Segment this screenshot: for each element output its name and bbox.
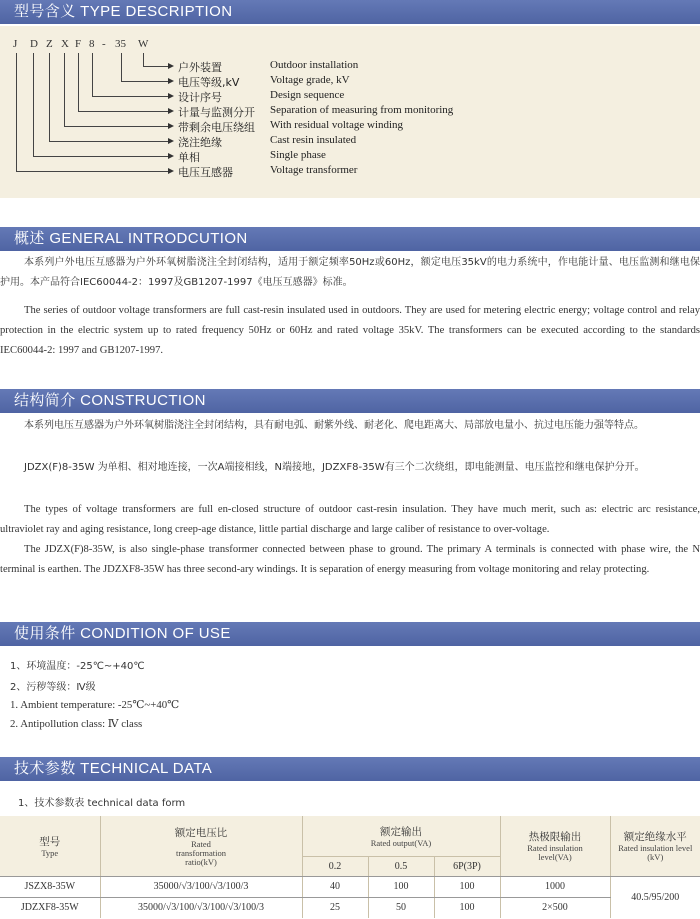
connector-line: [49, 53, 50, 141]
connector-line: [16, 171, 169, 172]
code-letter: 35: [115, 38, 126, 50]
condition-item: 1、环境温度：-25℃~+40℃: [10, 661, 145, 672]
code-letter: -: [102, 38, 106, 50]
construction-text-en-1: The types of voltage transformers are full en-closed structure of outdoor cast-resin insulation. They have much merit, such as: electric arc resistance, ultraviolet ray and aging resistance, long creep-age distance, little partial discharge and large caliber of resistance to over-voltage.: [0, 504, 700, 535]
connector-line: [33, 53, 34, 156]
connector-line: [64, 126, 169, 127]
section-header-general: 概述 GENERAL INTRODCUTION: [0, 227, 700, 251]
connector-line: [49, 141, 169, 142]
cell-thermal: 1000: [500, 876, 610, 897]
header-output-6p: 6P(3P): [434, 856, 500, 876]
type-item-cn: 电压等级,kV: [178, 76, 240, 89]
cell-ratio: 35000/√3/100/√3/100/√3/100/3: [100, 897, 302, 918]
section-header-condition: 使用条件 CONDITION OF USE: [0, 622, 700, 646]
header-output-0-5: 0.5: [368, 856, 434, 876]
connector-line: [121, 53, 122, 81]
section-header-type-description: 型号含义 TYPE DESCRIPTION: [0, 0, 700, 24]
connector-line: [78, 111, 169, 112]
condition-item: 1. Ambient temperature: -25℃~+40℃: [10, 699, 180, 711]
type-item-cn: 浇注绝缘: [178, 136, 222, 149]
cell-insulation: 40.5/95/200: [631, 891, 680, 903]
header-type: 型号 Type: [0, 816, 100, 876]
condition-item: 2. Antipollution class: Ⅳ class: [10, 718, 143, 730]
section-header-technical: 技术参数 TECHNICAL DATA: [0, 757, 700, 781]
general-text-en: The series of outdoor voltage transformers are full cast-resin insulated used in outdoors. They are used for metering electric energy; voltage control and relay protection in the electric system up to rated frequency 50Hz or 60Hz and rated voltage 35kV. The transformers can be executed according to the standards IEC60044-2: 1997 and GB1207-1997.: [0, 305, 700, 356]
connector-line: [92, 96, 169, 97]
type-item-en: Voltage grade, kV: [270, 74, 350, 86]
connector-line: [64, 53, 65, 126]
code-letter: F: [75, 38, 82, 50]
connector-line: [92, 53, 93, 96]
arrow-icon: [168, 93, 174, 99]
arrow-icon: [168, 63, 174, 69]
header-output-0-2: 0.2: [302, 856, 368, 876]
type-item-en: Single phase: [270, 149, 326, 161]
type-item-cn: 单相: [178, 151, 200, 164]
cell-output: 100: [368, 876, 434, 897]
type-item-en: With residual voltage winding: [270, 119, 404, 131]
type-item-en: Outdoor installation: [270, 59, 359, 71]
technical-form-label: 1、技术参数表 technical data form: [18, 798, 186, 809]
arrow-icon: [168, 168, 174, 174]
cell-output: 40: [302, 876, 368, 897]
cell-ratio: 35000/√3/100/√3/100/3: [100, 876, 302, 897]
cell-output: 100: [434, 876, 500, 897]
construction-text-en-2: The JDZX(F)8-35W, is also single-phase transformer connected between phase to ground. The primary A terminals is connected with phase wire, the N terminal is earthen. The JDZXF8-35W has three second-ary windings. It is separation of energy measuring from voltage monitoring and relay protecting.: [0, 544, 700, 575]
technical-data-table: [0, 816, 700, 918]
connector-line: [78, 53, 79, 111]
arrow-icon: [168, 123, 174, 129]
construction-text-cn-2: JDZX(F)8-35W 为单相、相对地连接，一次A端接相线，N端接地，JDZXF8-35W有三个二次绕组，即电能测量、电压监控和继电保护分开。: [24, 462, 645, 473]
cell-type: JSZX8-35W: [0, 876, 100, 897]
type-item-cn: 电压互感器: [178, 166, 233, 179]
construction-text-cn-1: 本系列电压互感器为户外环氧树脂浇注全封闭结构，具有耐电弧、耐紫外线、耐老化、爬电距离大、局部放电量小、抗过电压能力强等特点。: [24, 420, 644, 431]
code-letter: J: [13, 38, 18, 50]
condition-item: 2、污秽等级：Ⅳ级: [10, 682, 96, 693]
type-item-en: Voltage transformer: [270, 164, 358, 176]
cell-output: 50: [368, 897, 434, 918]
type-item-cn: 计量与监测分开: [178, 106, 255, 119]
connector-line: [33, 156, 169, 157]
table-row: [0, 876, 700, 897]
code-letter: X: [61, 38, 69, 50]
section-header-construction: 结构简介 CONSTRUCTION: [0, 389, 700, 413]
arrow-icon: [168, 78, 174, 84]
cell-type: JDZXF8-35W: [0, 897, 100, 918]
cell-output: 25: [302, 897, 368, 918]
header-thermal: 热极限输出 Rated insulation level(VA): [500, 816, 610, 876]
code-letter: Z: [46, 38, 53, 50]
connector-line: [16, 53, 17, 171]
cell-thermal: 2×500: [500, 897, 610, 918]
type-description-panel: [0, 26, 700, 198]
header-ratio: 额定电压比 Rated transformation ratio(kV): [100, 816, 302, 876]
cell-output: 100: [434, 897, 500, 918]
code-letter: D: [30, 38, 38, 50]
table-row: [0, 897, 700, 918]
header-output: 额定输出 Rated output(VA): [302, 816, 500, 856]
type-item-cn: 带剩余电压绕组: [178, 121, 255, 134]
type-item-cn: 户外装置: [178, 61, 222, 74]
connector-line: [121, 81, 169, 82]
type-item-en: Design sequence: [270, 89, 345, 101]
code-letter: 8: [89, 38, 95, 50]
arrow-icon: [168, 153, 174, 159]
type-item-cn: 设计序号: [178, 91, 222, 104]
code-letter: W: [138, 38, 149, 50]
arrow-icon: [168, 108, 174, 114]
type-item-en: Separation of measuring from monitoring: [270, 104, 454, 116]
general-text-cn: 本系列户外电压互感器为户外环氧树脂浇注全封闭结构，适用于额定频率50Hz或60Hz，额定电压35kV的电力系统中，作电能计量、电压监测和继电保护用。本产品符合IEC60044-2：1997及GB1207-1997《电压互感器》标准。: [0, 257, 700, 288]
connector-line: [143, 53, 144, 66]
connector-line: [143, 66, 169, 67]
arrow-icon: [168, 138, 174, 144]
header-insulation: 额定绝缘水平 Rated insulation level (kV): [610, 816, 700, 876]
type-item-en: Cast resin insulated: [270, 134, 357, 146]
